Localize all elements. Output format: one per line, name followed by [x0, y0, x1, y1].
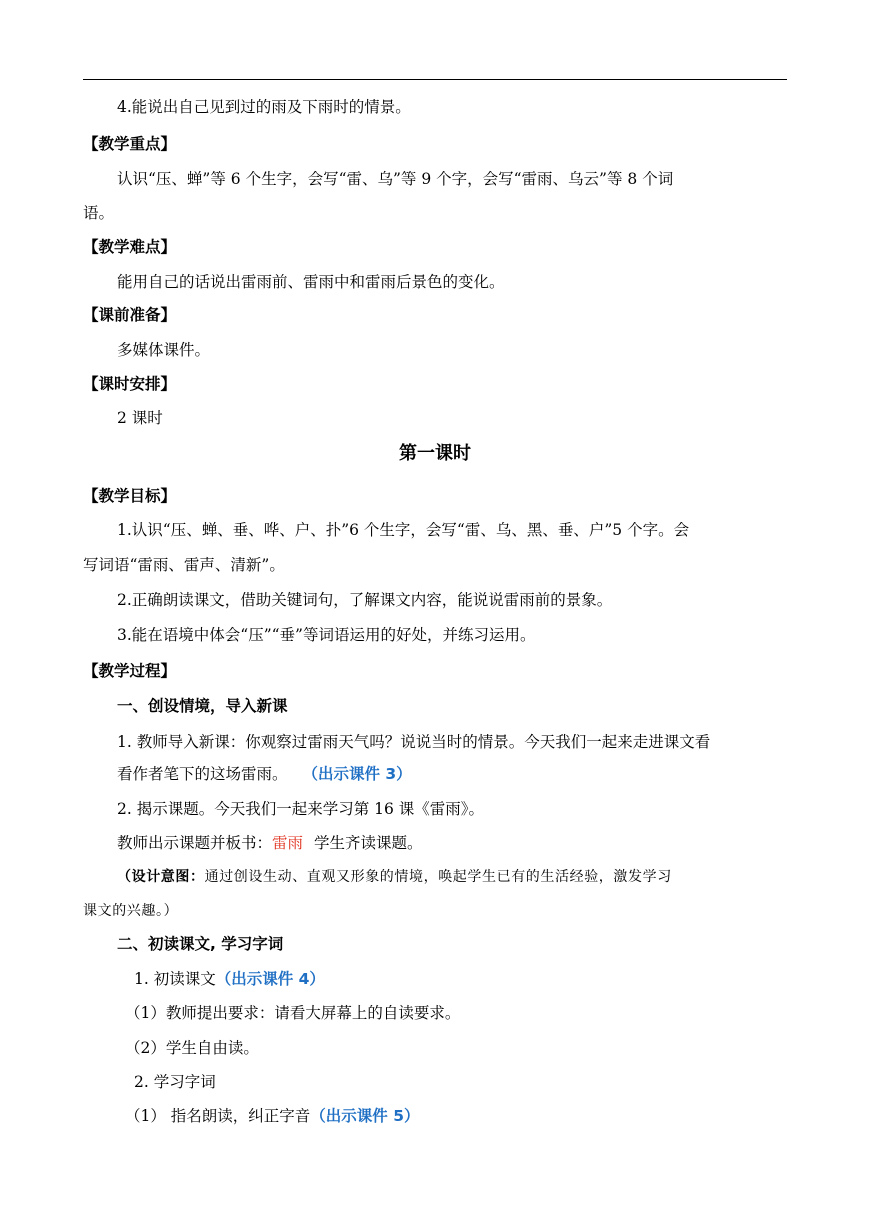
- lesson-title: 第一课时: [399, 443, 471, 464]
- difficulties-text: 能用自己的话说出雷雨前、雷雨中和雷雨后景色的变化。: [117, 273, 505, 291]
- courseware-3-link: （出示课件 3）: [302, 765, 412, 783]
- preparation-text: 多媒体课件。: [117, 341, 211, 359]
- design-intent-text-1: 通过创设生动、直观又形象的情境，唤起学生已有的生活经验，激发学习: [204, 869, 672, 885]
- part-2-step-1-text: 1. 初读课文: [134, 970, 216, 988]
- schedule-text: 2 课时: [117, 409, 163, 427]
- part-1-step-1-line-2: [117, 764, 412, 784]
- design-intent-line-1: [117, 867, 672, 887]
- objective-4: 4.能说出自己见到过的雨及下雨时的情景。: [117, 98, 411, 116]
- part-2-step-2: 2. 学习字词: [134, 1073, 216, 1091]
- heading-schedule: 【课时安排】: [83, 375, 177, 393]
- board-prefix: 教师出示课题并板书：: [117, 834, 273, 852]
- part-1-step-1-line-1: 1. 教师导入新课：你观察过雷雨天气吗？说说当时的情景。今天我们一起来走进课文看: [117, 733, 711, 751]
- design-intent-line-2: 课文的兴趣。）: [83, 903, 179, 919]
- key-points-text-2: 语。: [83, 204, 115, 222]
- heading-goals: 【教学目标】: [83, 487, 177, 505]
- courseware-4-link: （出示课件 4）: [215, 970, 325, 988]
- part-2-step-1: [134, 969, 325, 989]
- heading-key-points: 【教学重点】: [83, 135, 177, 153]
- heading-process: 【教学过程】: [83, 662, 177, 680]
- heading-difficulties: 【教学难点】: [83, 238, 177, 256]
- goal-3: 3.能在语境中体会“压”“垂”等词语运用的好处，并练习运用。: [117, 626, 536, 644]
- part-1-step-2: 2. 揭示课题。今天我们一起来学习第 16 课《雷雨》。: [117, 800, 485, 818]
- part-2-sub-2: （2）学生自由读。: [125, 1039, 259, 1057]
- courseware-5-link: （出示课件 5）: [310, 1107, 420, 1125]
- part-1-step-1-text: 看作者笔下的这场雷雨。: [117, 765, 288, 783]
- key-points-text-1: 认识“压、蝉”等 6 个生字，会写“雷、乌”等 9 个字，会写“雷雨、乌云”等 8 个词: [117, 170, 674, 188]
- part-1-title: 一、创设情境，导入新课: [117, 697, 288, 715]
- part-2-sub-1: （1）教师提出要求：请看大屏幕上的自读要求。: [125, 1004, 461, 1022]
- heading-preparation: 【课前准备】: [83, 306, 177, 324]
- design-intent-label: （设计意图：: [117, 869, 205, 885]
- goal-2: 2.正确朗读课文，借助关键词句，了解课文内容，能说说雷雨前的景象。: [117, 591, 613, 609]
- part-2-sub-3: [125, 1106, 419, 1126]
- board-suffix: 学生齐读课题。: [313, 834, 423, 852]
- part-2-sub-3-text: （1） 指名朗读，纠正字音: [125, 1107, 311, 1125]
- goal-1-line-2: 写词语“雷雨、雷声、清新”。: [83, 556, 285, 574]
- part-2-title: 二、初读课文, 学习字词: [117, 935, 284, 953]
- part-1-board: [117, 833, 422, 853]
- board-title: 雷雨: [272, 834, 304, 852]
- goal-1-line-1: 1.认识“压、蝉、垂、哗、户、扑”6 个生字，会写“雷、乌、黑、垂、户”5 个字。会: [117, 521, 690, 539]
- header-rule: [83, 79, 787, 80]
